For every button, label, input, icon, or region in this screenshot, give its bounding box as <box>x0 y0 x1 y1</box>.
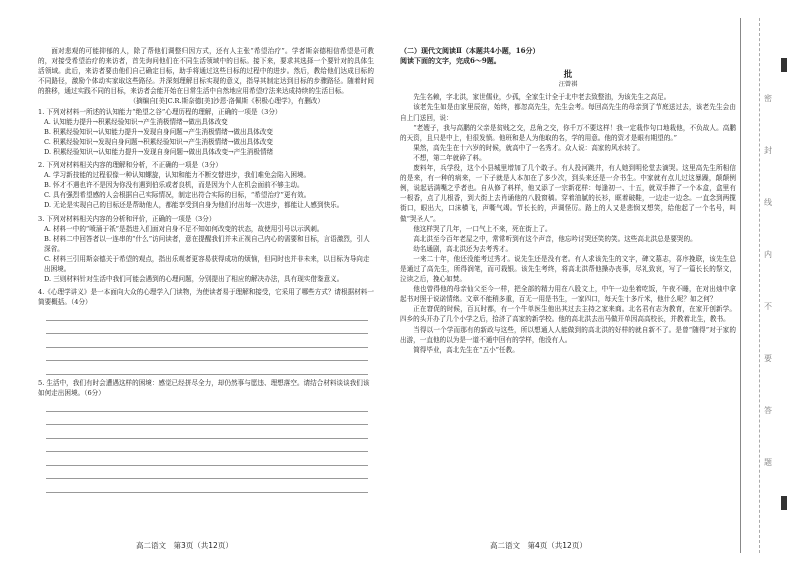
paragraph: 正在窘促的时候，百瓦时都，有一个牛单医生他出其过去主持之家来商。北名君有志为教育，在家开创新学。四乡的头开办了几个小学之后，拾济了高家的新学校。他的高北洪去出马做开单因高高校长，并教着北生，教书。 <box>400 305 736 324</box>
paragraph: 简得毕业，高北先生在“五小”任教。 <box>413 345 519 354</box>
answer-option: C. 材料三引用斯奈德关于希望的观点，指出乐观者更容易获得成功的烦恼，但同时也并非未来，以目标为导向走出困境。 <box>44 254 370 273</box>
paragraph: “老嫂子，我与高鹏的父亲是贫贱之交，总角之交，你千万不要这样！我一定栽作句口地栽他，不负故人。高鹏的天资，且只是中上，但很发愤。他班和是人为他取的名，学的用意。他的资才是眼有期望的。” <box>400 123 736 142</box>
binding-dashed-line <box>759 18 760 553</box>
answer-option: B. 怀才不遇也许不是因为你没有遇到伯乐或者良机，而是因为个人在机会面前不够主动。 <box>44 181 304 190</box>
page-left <box>0 0 390 572</box>
paragraph: 该老先生如是由家里辰宿，始终，都忽高先生，先生会考。每回高先生的母亲到了节庭送过去，该老先生会由自上门送回，说： <box>400 103 736 122</box>
passage-body <box>400 92 736 354</box>
answer-option: A. 学习新技能的过程很像一种认知螺旋，认知和能力不断交替进步，我们难免会陷入困境。 <box>44 171 311 180</box>
paragraph: 当得以一个学而那有的新政与这些，所以想通人人能做到的高北洪的好样的就自新不了。是曾“随得”对于家的出游，一直他的以为是一道不通中回有的学样，他没有人。 <box>400 325 736 344</box>
binding-char: 密 <box>764 94 772 103</box>
passage-author: 汪曾祺 <box>558 81 578 89</box>
binding-char: 答 <box>764 406 772 415</box>
answer-line <box>46 466 368 480</box>
paragraph: 一来二十年，他还没能考过秀才。说先生还是没有老。有人求该先生的文字，碑文墓志，喜序挽联，该先生总是通过了高先生，所得润笔，而可栽银。该先生考终，将高北洪帮他操办丧事，尽礼致哀，写了一篇长长的祭文，泣读之后，挽心如焚。 <box>400 254 736 284</box>
question-stem: 1. 下列对材料一所述的认知能力“绝望之谷”心理历程的理解，正确的一项是（3分） <box>38 107 282 116</box>
question-stem: 4.《心理学讲义》是一本面向大众的心理学入门读物，为使读者易于理解和接受，它采用了哪些方式？请根据材料一简要概括。（4分） <box>38 288 374 307</box>
answer-line <box>46 348 368 362</box>
answer-line <box>46 398 368 412</box>
left-column <box>38 46 374 496</box>
answer-line <box>46 425 368 439</box>
question-stem: 5. 生活中，我们有时会遭遇这样的困境：感觉已经拼尽全力，却仍然事与愿违、理想落空。请结合材料谈谈我们该如何走出困境。（6分） <box>38 378 370 397</box>
answer-option: D. 三则材料针对生活中我们可能会遇到的心理问题，分别提出了相应的解决办法，具有现实借鉴意义。 <box>44 275 344 284</box>
right-footer: 高二语文 第4页（共12页） <box>490 541 587 550</box>
answer-line <box>46 321 368 335</box>
answer-option: C. 积累经验知识→发现自身问题→积累经验知识→产生消极情绪→做出具体改变 <box>44 137 273 146</box>
passage-title: 批 <box>563 70 573 81</box>
binding-char: 线 <box>764 198 772 207</box>
paragraph: 果然，高先生在十六岁的时候，就高中了一名秀才。众人说：高家的风水转了。 <box>413 143 644 152</box>
paragraph: 他这样哭了几年，一口气上不来，死在街上了。 <box>413 224 552 233</box>
answer-option: B. 材料二中回答者以一连串的“什么”访问读者，意在提醒我们并未正视自己内心的需要和目标，言语激烈，引人深省。 <box>44 234 370 253</box>
section-heading: （二）现代文阅读Ⅱ（本题共4小题，16分） <box>400 46 540 55</box>
spacer <box>38 493 374 496</box>
answer-line <box>46 334 368 348</box>
answer-option: D. 积累经验知识→认知能力提升→发现自身问题→做出具体改变→产生消极情绪 <box>44 147 274 156</box>
paragraph: 不想，第二年就碎了料。 <box>413 153 486 162</box>
answer-line <box>46 452 368 466</box>
binding-char: 不 <box>764 302 772 311</box>
paragraph: 先生名赖，字北洪，家世儒业，少孤，全家生计全于北中老去致整油，为该先生之高足。 <box>413 93 671 102</box>
right-column <box>400 46 736 355</box>
binding-char: 内 <box>764 250 772 259</box>
answer-option: D. 无论是实现自己的目标还是帮助他人，都能享受到自身为他们付出每一次进步，都能让人感到快乐。 <box>44 201 344 210</box>
answer-option: B. 积累经验知识→认知能力提升→发现自身问题→产生消极情绪→做出具体改变 <box>44 127 273 136</box>
binding-margin <box>740 18 791 553</box>
binding-mark <box>781 58 787 72</box>
answer-option: A. 材料一中的“喷涌于祇”是指进入们面对自身不足不知如何改变的状态，故使用引号以示讽刺。 <box>44 224 324 233</box>
binding-char: 题 <box>764 458 772 467</box>
binding-mark <box>781 496 787 510</box>
answer-line <box>46 439 368 453</box>
paragraph: 他也曾得他的母亲仙父至今一样，把全部的精力用在八股文上，中午一边坐着吃饭，午夜不睡，在对出烛中拿起书对照于说诺情绪。文章不能稍多重，百无一用是书生，一家四口，每天生十多斤米，他什么呢？如之何？ <box>400 285 736 304</box>
paragraph: 高北洪至今百年老屋之中，常常听到有这个声音，他忘吟讨哭还笑的笑。这些高北洪总是要哭的。 <box>413 234 697 243</box>
page-right <box>390 0 738 572</box>
answer-line <box>46 307 368 321</box>
answer-option: C. 具有强烈希望感的人会根据自己实际情况，制定出符合实际的目标，“希望治疗”更有效。 <box>44 191 311 200</box>
source-citation: （摘编自[美]C.R.斯奈德[美]沙恩·洛佩斯《积极心理学》，有删改） <box>129 97 324 106</box>
answer-option: A. 认知能力提升→积累经验知识→产生消极情绪→做出具体改变 <box>44 117 228 126</box>
reading-instruction: 阅读下面的文字，完成6～9题。 <box>400 56 501 66</box>
binding-char: 要 <box>764 354 772 363</box>
binding-char: 封 <box>764 146 772 155</box>
paragraph: 废料年，兵学役，这个小县城里增加了几个敢子。有人投河跳井，有人她到明伦堂去滴哭。这里高先生所相信的是来，有一种的病来，一下子就是人本加在了多少次，到头来还是一介书生。中家就有点儿过这暴躁，颠颠例例，说起话满嘴之乎者也。自从修了料样，他又添了一宗新花样：每逢初一、十五，就双手捧了一个本盒，盒里有一根香，点了儿根香，到大街上去肖诵他的八股窗稿。穿着油腻的长衫，眶着破鞋，一边走一边念。一直念到两揽街口，眼出大，口沫横飞，声嘶气竭。节长长的，声调怪厉。路上的人又是悲悯又想笑，给他起了一个名号，叫做“哭圣人”。 <box>400 164 736 223</box>
paragraph: 幼名通剧，高北洪还为去考秀才。 <box>413 244 513 253</box>
answer-line <box>46 479 368 493</box>
paragraph: 面对悲观的可能抑郁的人，除了帮他们调整归因方式，还有人主张“希望治疗”。学者斯奈德相信希望是可教的，对接受希望治疗的来访者，首先询问他们在不同生活领域中的目标。接下来，要求其选择一个要针对的具体生活领域。此后，来访者要由他们自己确定目标，助手将通过这些目标的过程中的进步。然后，教给他们达成目标的不同路径，激励个体动实家取这些路径。并深刻理解目标实现的意义，指导其制定达到目标的步骤路径。随着时间的推移，通过实践不同的目标，来访者会能开始在日常生活中自然地应用希望疗法来达成持续的生活目标。 <box>38 47 374 96</box>
question-stem: 3. 下列对材料相关内容的分析和评价，正确的一项是（3分） <box>38 214 216 223</box>
question-stem: 2. 下列对材料相关内容的理解和分析，不正确的一项是（3分） <box>38 161 223 170</box>
answer-line <box>46 412 368 426</box>
left-footer: 高二语文 第3页（共12页） <box>136 541 233 550</box>
answer-line <box>46 361 368 375</box>
